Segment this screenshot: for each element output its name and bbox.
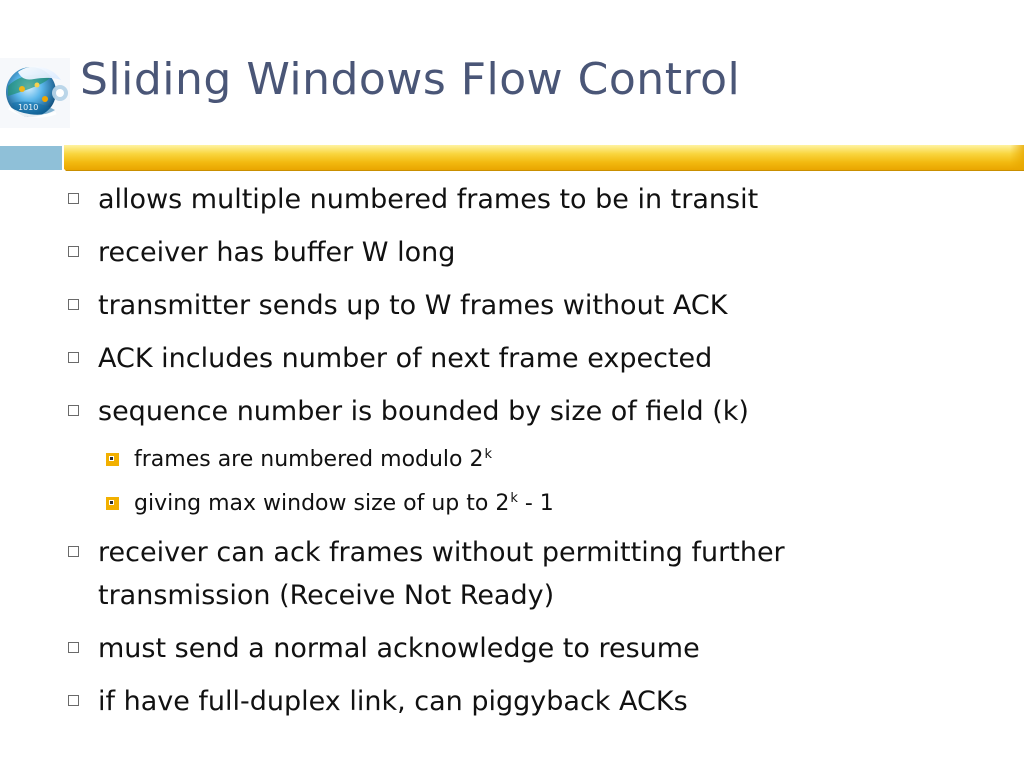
exponent-k: k bbox=[484, 446, 493, 462]
bullet-item bbox=[66, 390, 986, 433]
exponent-k: k bbox=[510, 490, 518, 506]
bullet-text: transmitter sends up to W frames without ACK bbox=[98, 290, 728, 321]
square-bullet-icon bbox=[68, 546, 79, 557]
title-accent-left-bar bbox=[0, 146, 62, 170]
filled-square-bullet-icon bbox=[106, 497, 119, 510]
square-bullet-icon bbox=[68, 246, 79, 257]
bullet-list bbox=[66, 178, 986, 733]
sub-bullet-text: giving max window size of up to 2 bbox=[134, 491, 510, 516]
bullet-item bbox=[66, 178, 986, 221]
bullet-item bbox=[66, 627, 986, 670]
bullet-item bbox=[66, 531, 918, 617]
globe-logo-icon bbox=[0, 58, 70, 128]
square-bullet-icon bbox=[68, 695, 79, 706]
sub-bullet-item bbox=[104, 487, 986, 521]
bullet-text: allows multiple numbered frames to be in transit bbox=[98, 184, 759, 215]
bullet-text: must send a normal acknowledge to resume bbox=[98, 633, 700, 664]
bullet-item bbox=[66, 231, 986, 274]
bullet-item bbox=[66, 680, 986, 723]
bullet-text: receiver can ack frames without permitting further transmission (Receive Not Ready) bbox=[98, 537, 785, 611]
sub-bullet-suffix: - 1 bbox=[517, 491, 554, 516]
bullet-item bbox=[66, 284, 986, 327]
bullet-item bbox=[66, 337, 986, 380]
bullet-text: if have full-duplex link, can piggyback ACKs bbox=[98, 686, 688, 717]
sub-bullet-text: frames are numbered modulo 2 bbox=[134, 447, 484, 472]
square-bullet-icon bbox=[68, 299, 79, 310]
filled-square-bullet-icon bbox=[106, 453, 119, 466]
square-bullet-icon bbox=[68, 642, 79, 653]
sub-bullet-item bbox=[104, 443, 986, 477]
bullet-text: receiver has buffer W long bbox=[98, 237, 456, 268]
square-bullet-icon bbox=[68, 352, 79, 363]
square-bullet-icon bbox=[68, 193, 79, 204]
bullet-text: ACK includes number of next frame expected bbox=[98, 343, 713, 374]
slide-title: Sliding Windows Flow Control bbox=[80, 54, 741, 105]
svg-text:1010: 1010 bbox=[18, 103, 39, 112]
square-bullet-icon bbox=[68, 405, 79, 416]
title-gold-divider-bar bbox=[64, 145, 1024, 171]
bullet-text: sequence number is bounded by size of field (k) bbox=[98, 396, 749, 427]
